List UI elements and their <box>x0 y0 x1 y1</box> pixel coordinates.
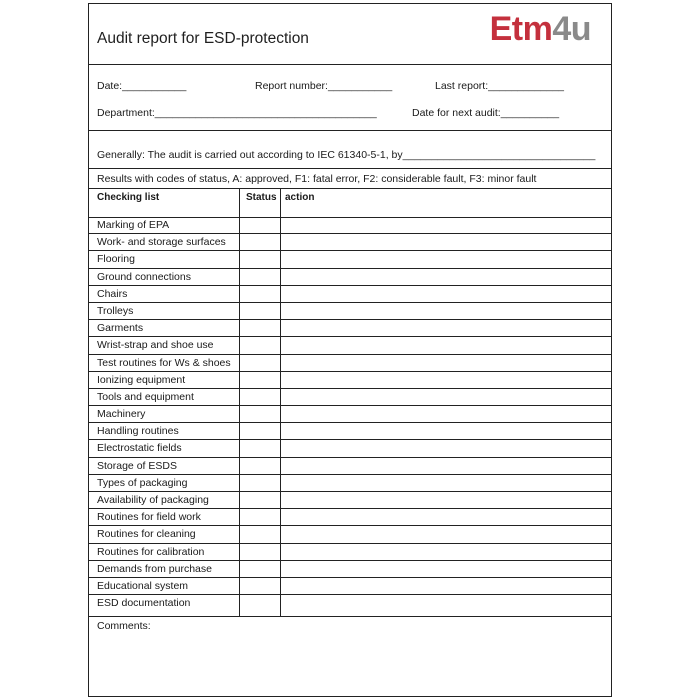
action-cell[interactable] <box>280 389 611 405</box>
status-cell[interactable] <box>239 269 280 285</box>
table-row <box>89 217 611 234</box>
table-row <box>89 406 611 423</box>
action-cell[interactable] <box>280 578 611 594</box>
table-row <box>89 234 611 251</box>
action-cell[interactable] <box>280 251 611 267</box>
checking-item-label: Educational system <box>97 579 189 592</box>
checking-item-label: Electrostatic fields <box>97 442 182 455</box>
table-row <box>89 475 611 492</box>
table-row <box>89 458 611 475</box>
checking-item-label: Routines for cleaning <box>97 528 196 541</box>
checking-table-rows <box>89 217 611 616</box>
checking-item-label: Ground connections <box>97 270 191 283</box>
date-field[interactable]: Date:___________ <box>97 80 187 92</box>
checking-item-label: Garments <box>97 322 144 335</box>
header-status: Status <box>246 192 277 203</box>
form-title: Audit report for ESD-protection <box>97 30 309 47</box>
audit-form <box>88 3 612 697</box>
checking-item-label: Handling routines <box>97 425 179 438</box>
table-row <box>89 561 611 578</box>
status-cell[interactable] <box>239 389 280 405</box>
status-cell[interactable] <box>239 372 280 388</box>
checking-table-header <box>89 189 611 218</box>
form-header <box>89 4 611 65</box>
action-cell[interactable] <box>280 458 611 474</box>
status-cell[interactable] <box>239 406 280 422</box>
action-cell[interactable] <box>280 234 611 250</box>
checking-item-label: Ionizing equipment <box>97 373 186 386</box>
status-codes-section <box>89 169 611 189</box>
table-row <box>89 355 611 372</box>
last-report-field[interactable]: Last report:_____________ <box>435 80 565 92</box>
table-row <box>89 544 611 561</box>
action-cell[interactable] <box>280 406 611 422</box>
action-cell[interactable] <box>280 475 611 491</box>
checking-item-label: Wrist-strap and shoe use <box>97 339 214 352</box>
checking-item-label: Tools and equipment <box>97 390 194 403</box>
status-cell[interactable] <box>239 440 280 456</box>
next-audit-date-field[interactable]: Date for next audit:__________ <box>412 107 560 119</box>
action-cell[interactable] <box>280 526 611 542</box>
table-row <box>89 440 611 457</box>
action-cell[interactable] <box>280 269 611 285</box>
checking-item-label: Chairs <box>97 287 128 300</box>
checking-item-label: Routines for calibration <box>97 545 205 558</box>
action-cell[interactable] <box>280 217 611 233</box>
table-row <box>89 526 611 543</box>
action-cell[interactable] <box>280 492 611 508</box>
checking-table <box>89 189 611 617</box>
status-cell[interactable] <box>239 217 280 233</box>
checking-item-label: Types of packaging <box>97 476 188 489</box>
status-codes-text: Results with codes of status, A: approved, F1: fatal error, F2: considerable fault, F3: minor fault <box>97 173 537 185</box>
status-cell[interactable] <box>239 251 280 267</box>
status-cell[interactable] <box>239 423 280 439</box>
header-action: action <box>285 192 315 203</box>
action-cell[interactable] <box>280 544 611 560</box>
checking-item-label: Test routines for Ws & shoes <box>97 356 231 369</box>
action-cell[interactable] <box>280 320 611 336</box>
status-cell[interactable] <box>239 234 280 250</box>
status-cell[interactable] <box>239 578 280 594</box>
action-cell[interactable] <box>280 509 611 525</box>
table-row <box>89 578 611 595</box>
table-row <box>89 286 611 303</box>
status-cell[interactable] <box>239 526 280 542</box>
department-field[interactable]: Department:______________________________________ <box>97 107 377 119</box>
action-cell[interactable] <box>280 372 611 388</box>
status-cell[interactable] <box>239 595 280 612</box>
checking-item-label: Availability of packaging <box>97 494 209 506</box>
status-cell[interactable] <box>239 286 280 302</box>
status-cell[interactable] <box>239 561 280 577</box>
status-cell[interactable] <box>239 544 280 560</box>
report-number-field[interactable]: Report number:___________ <box>255 80 393 92</box>
status-cell[interactable] <box>239 458 280 474</box>
checking-item-label: Machinery <box>97 408 146 421</box>
logo-text-etm: Etm <box>489 10 553 48</box>
action-cell[interactable] <box>280 355 611 371</box>
action-cell[interactable] <box>280 423 611 439</box>
table-row <box>89 320 611 337</box>
checking-item-label: Demands from purchase <box>97 562 212 575</box>
report-fields <box>89 65 611 131</box>
table-row <box>89 303 611 320</box>
generally-section <box>89 131 611 169</box>
checking-item-label: Marking of EPA <box>97 219 170 231</box>
checking-item-label: Storage of ESDS <box>97 459 177 472</box>
table-row <box>89 595 611 612</box>
action-cell[interactable] <box>280 337 611 353</box>
table-row <box>89 372 611 389</box>
checking-item-label: ESD documentation <box>97 597 191 610</box>
header-checking-list: Checking list <box>97 192 160 203</box>
status-cell[interactable] <box>239 475 280 491</box>
generally-text[interactable]: Generally: The audit is carried out according to IEC 61340-5-1, by_________________________________ <box>97 149 596 161</box>
status-cell[interactable] <box>239 337 280 353</box>
action-cell[interactable] <box>280 303 611 319</box>
status-cell[interactable] <box>239 303 280 319</box>
table-row <box>89 509 611 526</box>
etm4u-logo <box>490 10 591 49</box>
action-cell[interactable] <box>280 440 611 456</box>
status-cell[interactable] <box>239 355 280 371</box>
table-row <box>89 423 611 440</box>
action-cell[interactable] <box>280 286 611 302</box>
comments-section[interactable] <box>89 617 611 696</box>
status-cell[interactable] <box>239 492 280 508</box>
table-row <box>89 269 611 286</box>
table-row <box>89 251 611 268</box>
checking-item-label: Work- and storage surfaces <box>97 236 226 249</box>
status-cell[interactable] <box>239 320 280 336</box>
action-cell[interactable] <box>280 561 611 577</box>
table-row <box>89 337 611 354</box>
action-cell[interactable] <box>280 595 611 612</box>
table-row <box>89 492 611 509</box>
checking-item-label: Trolleys <box>97 304 134 317</box>
checking-item-label: Flooring <box>97 253 135 266</box>
status-cell[interactable] <box>239 509 280 525</box>
comments-label: Comments: <box>97 620 151 632</box>
logo-text-4u: 4u <box>552 10 591 48</box>
table-row <box>89 389 611 406</box>
checking-item-label: Routines for field work <box>97 511 201 524</box>
